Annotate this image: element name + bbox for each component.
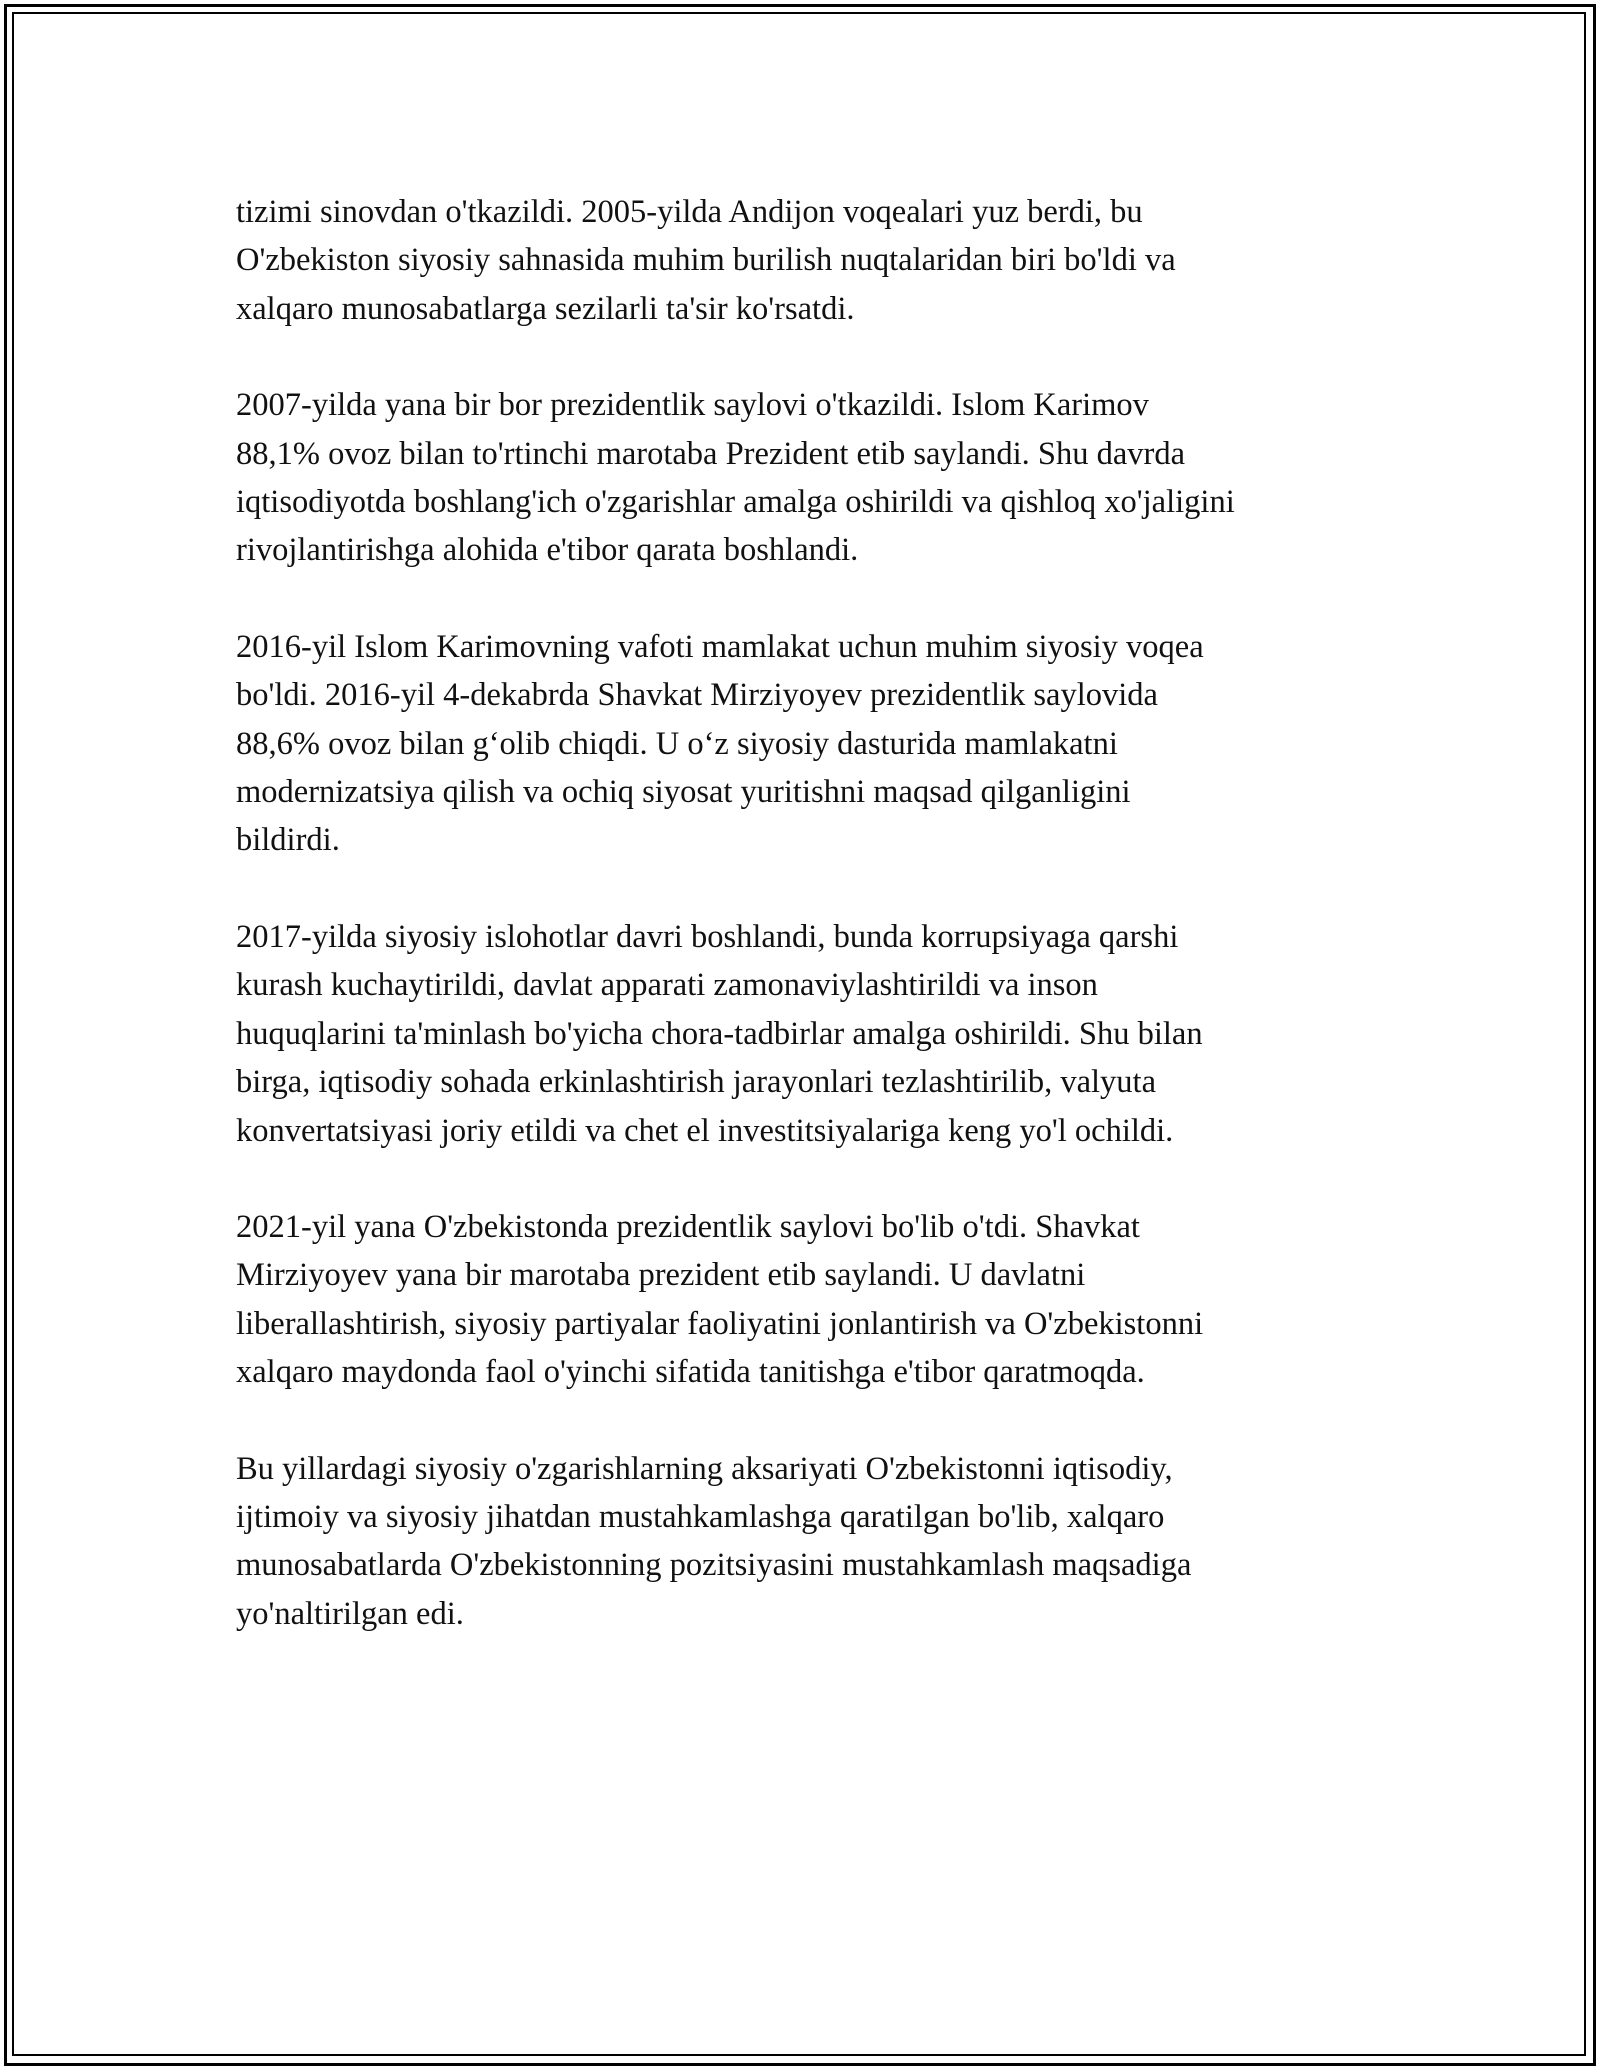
paragraph-2007-election: 2007-yilda yana bir bor prezidentlik saylovi o'tkazildi. Islom Karimov 88,1% ovoz bilan to'rtinchi marotaba Prezident etib saylandi. Shu davrda iqtisodiyotda boshlang'ich o'zgarishlar amalga oshirildi va qishloq xo'jaligini rivojlantirishga alohida e'tibor qarata boshlandi. [236, 387, 1235, 569]
document-body [236, 188, 1386, 1686]
paragraph-2017-reforms: 2017-yilda siyosiy islohotlar davri boshlandi, bunda korrupsiyaga qarshi kurash kuchaytirildi, davlat apparati zamonaviylashtirildi va inson huquqlarini ta'minlash bo'yicha chora-tadbirlar amalga oshirildi. Shu bilan birga, iqtisodiy sohada erkinlashtirish jarayonlari tezlashtirilib, valyuta konvertatsiyasi joriy etildi va chet el investitsiyalariga keng yo'l ochildi. [236, 918, 1203, 1149]
paragraph-conclusion: Bu yillardagi siyosiy o'zgarishlarning aksariyati O'zbekistonni iqtisodiy, ijtimoiy va siyosiy jihatdan mustahkamlashga qaratilgan bo'lib, xalqaro munosabatlarda O'zbekistonning pozitsiyasini mustahkamlash maqsadiga yo'naltirilgan edi. [236, 1450, 1192, 1632]
paragraph-2016-election: 2016-yil Islom Karimovning vafoti mamlakat uchun muhim siyosiy voqea bo'ldi. 2016-yil 4-dekabrda Shavkat Mirziyoyev prezidentlik saylovida 88,6% ovoz bilan g‘olib chiqdi. U o‘z siyosiy dasturida mamlakatni modernizatsiya qilish va ochiq siyosat yuritishni maqsad qilganligini bildirdi. [236, 628, 1204, 859]
paragraph-2021-election: 2021-yil yana O'zbekistonda prezidentlik saylovi bo'lib o'tdi. Shavkat Mirziyoyev yana bir marotaba prezident etib saylandi. U davlatni liberallashtirish, siyosiy partiyalar faoliyatini jonlantirish va O'zbekistonni xalqaro maydonda faol o'yinchi sifatida tanitishga e'tibor qaratmoqda. [236, 1208, 1204, 1391]
paragraph-andijon-events: tizimi sinovdan o'tkazildi. 2005-yilda Andijon voqealari yuz berdi, bu O'zbekiston siyosiy sahnasida muhim burilish nuqtalaridan biri bo'ldi va xalqaro munosabatlarga sezilarli ta'sir ko'rsatdi. [236, 194, 1176, 327]
